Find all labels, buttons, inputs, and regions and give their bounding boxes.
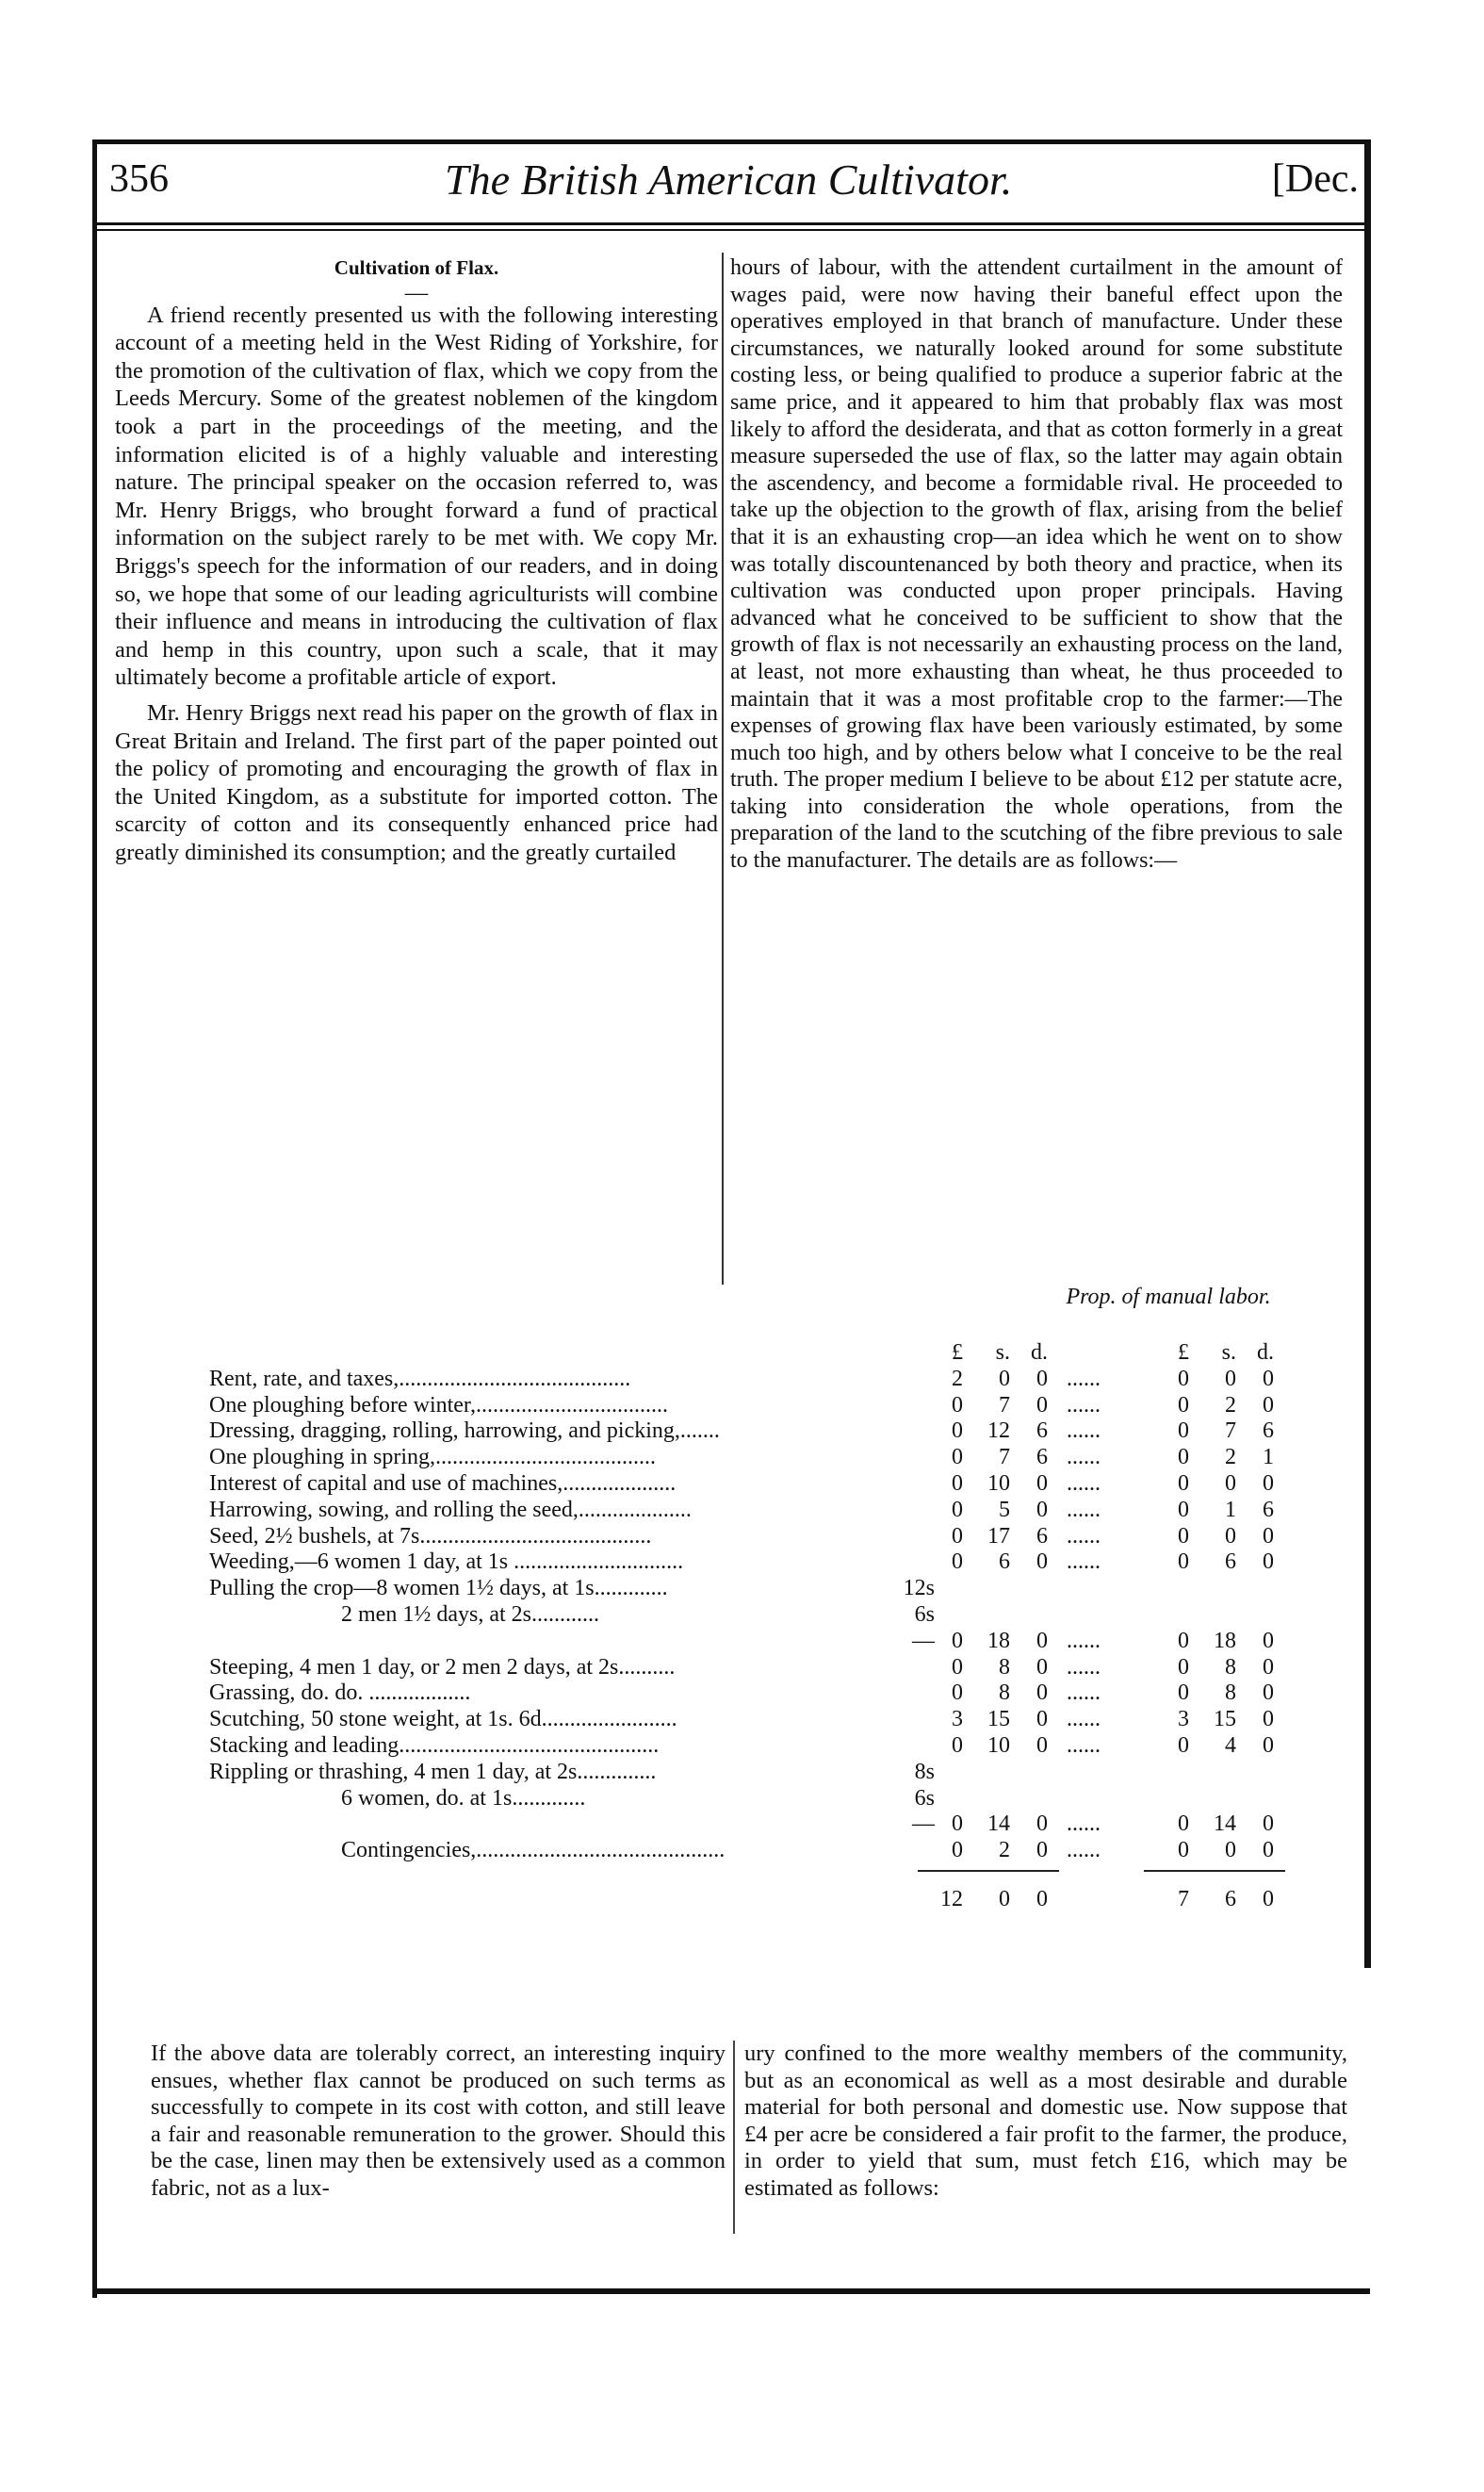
amount-cell: 0 [952,1549,963,1575]
table-header-row [209,1340,1293,1367]
amount-cell: 0 [1263,1366,1274,1391]
subtotal-cell: 8s [914,1759,935,1784]
amount-cell: 7 [999,1392,1010,1418]
row-label: Pulling the crop—8 women 1½ days, at 1s............. [209,1576,668,1601]
leader-dots: ...... [1067,1654,1101,1680]
column-divider [722,253,724,1285]
row-label: 2 men 1½ days, at 2s............ [341,1601,599,1627]
amount-cell: 8 [1225,1680,1236,1706]
left-border [92,139,97,2298]
table-row [209,1680,1293,1707]
left-column [115,254,718,866]
total-cell: 0 [999,1886,1010,1911]
leader-dots: ...... [1067,1445,1101,1470]
pounds-header: £ [952,1340,963,1365]
amount-cell: 0 [1263,1680,1274,1706]
expense-table [209,1340,1293,1913]
row-label: Harrowing, sowing, and rolling the seed,.................... [209,1497,692,1522]
table-row [209,1733,1293,1760]
leader-dots: ...... [1067,1418,1101,1444]
leader-dots: ...... [1067,1523,1101,1549]
amount-cell: 0 [1178,1838,1189,1863]
amount-cell: 0 [1263,1707,1274,1732]
amount-cell: 0 [1263,1392,1274,1418]
total-cell: 7 [1178,1886,1189,1911]
leader-dots: ...... [1067,1549,1101,1575]
table-row [209,1655,1293,1681]
amount-cell: 0 [1178,1392,1189,1418]
table-row [209,1393,1293,1419]
amount-cell: 0 [952,1680,963,1706]
page-number: 356 [109,157,169,201]
amount-cell: 0 [1036,1366,1048,1391]
amount-cell: 2 [1225,1392,1236,1418]
amount-cell: 0 [1178,1418,1189,1444]
amount-cell: 6 [1225,1549,1236,1575]
table-row [209,1498,1293,1524]
amount-cell: 10 [987,1732,1010,1758]
amount-cell: 3 [1178,1707,1189,1732]
total-cell: 0 [1036,1886,1048,1911]
amount-cell: 0 [1036,1732,1048,1758]
row-label: Weeding,—6 women 1 day, at 1s .............................. [209,1549,684,1575]
row-label: Interest of capital and use of machines,.................... [209,1470,677,1496]
header-rule-thin [92,229,1370,231]
amount-cell: 0 [952,1497,963,1522]
amount-cell: 0 [1178,1628,1189,1653]
amount-cell: 0 [1225,1470,1236,1496]
amount-cell: 0 [952,1418,963,1444]
table-row [209,1576,1293,1602]
amount-cell: 7 [999,1445,1010,1470]
amount-cell: 0 [1263,1470,1274,1496]
article-title: Cultivation of Flax. [334,256,499,279]
amount-cell: 0 [1036,1470,1048,1496]
amount-cell: 0 [1263,1549,1274,1575]
row-label: One ploughing before winter,.................................. [209,1392,668,1418]
subtotal-cell: — [912,1812,935,1837]
amount-cell: 4 [1225,1732,1236,1758]
leader-dots: ...... [1067,1680,1101,1706]
title-dash: — [404,279,429,305]
row-label: Dressing, dragging, rolling, harrowing, and picking,....... [209,1418,720,1444]
amount-cell: 0 [952,1445,963,1470]
amount-cell: 3 [952,1707,963,1732]
amount-cell: 0 [1225,1523,1236,1549]
row-label: Grassing, do. do. .................. [209,1680,471,1706]
amount-cell: 6 [1263,1497,1274,1522]
row-label: 6 women, do. at 1s............. [341,1785,586,1811]
prop-pounds-header: £ [1178,1340,1189,1365]
table-row [209,1707,1293,1733]
sum-rule [918,1870,1059,1872]
amount-cell: 0 [1263,1628,1274,1653]
subtotal-cell: 6s [914,1785,935,1811]
table-row [209,1786,1293,1812]
amount-cell: 0 [952,1392,963,1418]
right-border [1364,139,1371,1968]
amount-cell: 2 [1225,1445,1236,1470]
amount-cell: 0 [1036,1549,1048,1575]
amount-cell: 1 [1225,1497,1236,1522]
amount-cell: 0 [1036,1497,1048,1522]
prop-pence-header: d. [1257,1340,1274,1365]
amount-cell: 0 [1178,1523,1189,1549]
leader-dots: ...... [1067,1812,1101,1837]
total-rule-row [209,1864,1293,1877]
subtotal-cell: 12s [903,1576,935,1601]
amount-cell: 0 [1178,1470,1189,1496]
pence-header: d. [1031,1340,1048,1365]
row-label: Seed, 2½ bushels, at 7s......................................... [209,1523,652,1549]
sum-rule [1144,1870,1285,1872]
amount-cell: 0 [1178,1680,1189,1706]
amount-cell: 0 [1178,1366,1189,1391]
amount-cell: 0 [952,1470,963,1496]
amount-cell: 0 [1178,1445,1189,1470]
amount-cell: 12 [987,1418,1010,1444]
amount-cell: 6 [1263,1418,1274,1444]
amount-cell: 1 [1263,1445,1274,1470]
amount-cell: 0 [1036,1680,1048,1706]
total-cell: 6 [1225,1886,1236,1911]
amount-cell: 0 [1263,1654,1274,1680]
row-label: Stacking and leading.............................................. [209,1732,660,1758]
amount-cell: 7 [1225,1418,1236,1444]
journal-title: The British American Cultivator. [445,156,1013,204]
amount-cell: 14 [1214,1812,1236,1837]
table-row [209,1524,1293,1550]
leader-dots: ...... [1067,1707,1101,1732]
amount-cell: 0 [1036,1392,1048,1418]
leader-dots: ...... [1067,1470,1101,1496]
leader-dots: ...... [1067,1366,1101,1391]
amount-cell: 0 [1178,1654,1189,1680]
amount-cell: 8 [999,1680,1010,1706]
amount-cell: 0 [1263,1523,1274,1549]
header-rule [92,222,1370,225]
row-label: Contingencies,............................................ [341,1838,726,1863]
leader-dots: ...... [1067,1838,1101,1863]
amount-cell: 8 [1225,1654,1236,1680]
amount-cell: 0 [1263,1812,1274,1837]
issue-month: [Dec. [1271,157,1359,201]
amount-cell: 18 [987,1628,1010,1653]
amount-cell: 6 [1036,1523,1048,1549]
right-column [730,254,1343,875]
table-row [209,1549,1293,1576]
bottom-border [92,2288,1370,2294]
amount-cell: 0 [1036,1838,1048,1863]
amount-cell: 0 [1036,1628,1048,1653]
prop-shillings-header: s. [1221,1340,1236,1365]
amount-cell: 0 [952,1838,963,1863]
total-cell: 12 [940,1886,963,1911]
leader-dots: ...... [1067,1628,1101,1653]
amount-cell: 0 [1036,1812,1048,1837]
amount-cell: 0 [952,1628,963,1653]
amount-cell: 0 [1178,1812,1189,1837]
amount-cell: 0 [952,1732,963,1758]
amount-cell: 18 [1214,1628,1236,1653]
closing-left: If the above data are tolerably correct, an interesting inquiry ensues, whether flax cannot be produced on such terms as successfully to compete in its cost with cotton, and still leave a fair and reasonable remuneration to the grower. Should this be the case, linen may then be extensively used as a common fabric, not as a lux- [151,2041,726,2201]
amount-cell: 15 [1214,1707,1236,1732]
amount-cell: 0 [952,1654,963,1680]
amount-cell: 17 [987,1523,1010,1549]
table-row [209,1367,1293,1393]
amount-cell: 0 [1036,1654,1048,1680]
amount-cell: 6 [1036,1418,1048,1444]
top-border [92,139,1370,144]
amount-cell: 0 [952,1812,963,1837]
paragraph: A friend recently presented us with the following interesting account of a meeting held in the West Riding of Yorkshire, for the promotion of the cultivation of flax, which we copy from the Leeds Mercury. Some of the greatest noblemen of the kingdom took a part in the proceedings of the meeting, and the information elicited is of a highly valuable and interesting nature. The principal speaker on the occasion referred to, was Mr. Henry Briggs, who brought forward a fund of practical information on the subject rarely to be met with. We copy Mr. Briggs's speech for the information of our readers, and in doing so, we hope that some of our leading agriculturists will combine their influence and means in introducing the cultivation of flax and hemp in this country, upon such a scale, that it may ultimately become a profitable article of export. [115,302,718,691]
shillings-header: s. [995,1340,1010,1365]
amount-cell: 0 [999,1366,1010,1391]
amount-cell: 0 [952,1523,963,1549]
table-row [209,1760,1293,1786]
amount-cell: 0 [1036,1707,1048,1732]
amount-cell: 5 [999,1497,1010,1522]
amount-cell: 14 [987,1812,1010,1837]
amount-cell: 0 [1263,1838,1274,1863]
prop-labor-heading: Prop. of manual labor. [1066,1285,1271,1309]
totals-row [209,1887,1293,1913]
column-divider [733,2041,735,2234]
subtotal-cell: 6s [914,1601,935,1627]
amount-cell: 8 [999,1654,1010,1680]
row-label: Rippling or thrashing, 4 men 1 day, at 2s.............. [209,1759,657,1784]
amount-cell: 0 [1225,1838,1236,1863]
amount-cell: 0 [1178,1732,1189,1758]
amount-cell: 0 [1178,1549,1189,1575]
amount-cell: 0 [1225,1366,1236,1391]
page-header [106,151,1359,217]
leader-dots: ...... [1067,1732,1101,1758]
table-row [209,1471,1293,1498]
closing-right: ury confined to the more wealthy members of the community, but as an economical as well as a most desirable and durable material for both personal and domestic use. Now suppose that £4 per acre be considered a fair profit to the farmer, the produce, in order to yield that sum, must fetch £16, which may be estimated as follows: [744,2041,1347,2201]
table-row [209,1838,1293,1864]
leader-dots: ...... [1067,1497,1101,1522]
paragraph: hours of labour, with the attendent curtailment in the amount of wages paid, were now having their baneful effect upon the operatives employed in that branch of manufacture. Under these circumstances, we naturally looked around for some substitute costing less, or being qualified to produce a superior fabric at the same price, and it appeared to him that probably flax was most likely to afford the desiderata, and that as cotton formerly in a great measure superseded the use of flax, so the latter may again obtain the ascendency, and become a formidable rival. He proceeded to take up the objection to the growth of flax, arising from the belief that it is an exhausting crop—an idea which he went on to show was totally discountenanced by both theory and practice, when its cultivation was conducted upon proper principals. Having advanced what he conceived to be sufficient to show that the growth of flax is not necessarily an exhausting process on the land, at least, not more exhausting than wheat, he thus proceeded to maintain that it was a most profitable crop to the farmer:—The expenses of growing flax have been variously estimated, by some much too high, and by others below what I conceive to be the real truth. The proper medium I believe to be about £12 per statute acre, taking into consideration the whole operations, from the preparation of the land to the scutching of the fibre previous to sale to the manufacturer. The details are as follows:— [730,255,1343,874]
table-row [209,1812,1293,1838]
table-row [209,1418,1293,1445]
amount-cell: 0 [1263,1732,1274,1758]
amount-cell: 6 [999,1549,1010,1575]
leader-dots: ...... [1067,1392,1101,1418]
subtotal-cell: — [912,1628,935,1653]
table-row [209,1602,1293,1629]
row-label: Rent, rate, and taxes,......................................... [209,1366,631,1391]
row-label: One ploughing in spring,....................................... [209,1445,656,1470]
paragraph: Mr. Henry Briggs next read his paper on the growth of flax in Great Britain and Ireland. The first part of the paper pointed out the policy of promoting and encouraging the growth of flax in the United Kingdom, as a substitute for imported cotton. The scarcity of cotton and its consequently enhanced price had greatly diminished its consumption; and the greatly curtailed [115,699,718,865]
amount-cell: 10 [987,1470,1010,1496]
total-cell: 0 [1263,1886,1274,1911]
amount-cell: 15 [987,1707,1010,1732]
table-row [209,1445,1293,1471]
row-label: Steeping, 4 men 1 day, or 2 men 2 days, at 2s.......... [209,1654,676,1680]
row-label: Scutching, 50 stone weight, at 1s. 6d........................ [209,1707,677,1732]
amount-cell: 0 [1178,1497,1189,1522]
table-row [209,1629,1293,1655]
amount-cell: 2 [952,1366,963,1391]
amount-cell: 2 [999,1838,1010,1863]
amount-cell: 6 [1036,1445,1048,1470]
